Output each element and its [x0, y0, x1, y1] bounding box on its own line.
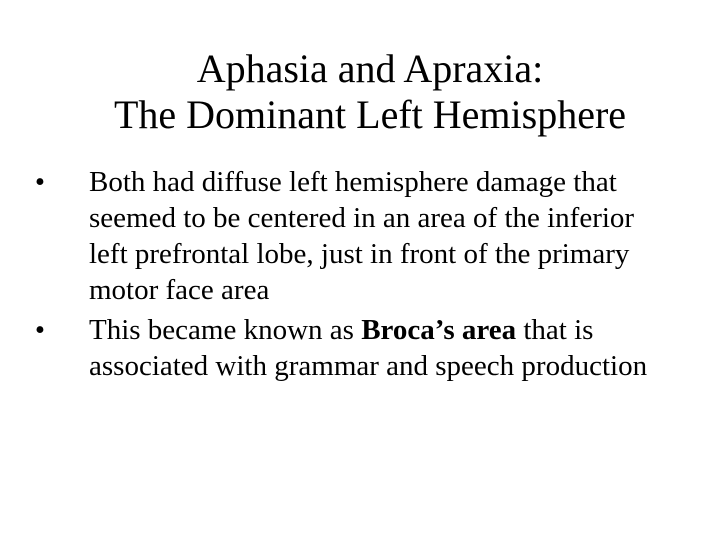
bullet-icon: • — [34, 314, 46, 346]
bullet-list — [28, 164, 678, 388]
bullet-item-1 — [28, 164, 678, 308]
title-line-2: The Dominant Left Hemisphere — [113, 92, 627, 137]
slide-title — [40, 46, 700, 138]
bullet-text — [89, 314, 647, 382]
bullet-text: Both had diffuse left hemisphere damage that seemed to be centered in an area of the inferior left prefrontal lobe, just in front of the primary motor face area — [89, 166, 635, 306]
bullet-text-bold-term: Broca’s area — [361, 314, 517, 346]
bullet-text-before: This became known as — [89, 314, 362, 346]
bullet-item-2 — [28, 312, 678, 384]
bullet-text-after: that is associated with grammar and speech production — [89, 314, 648, 382]
title-line-1: Aphasia and Apraxia: — [196, 46, 544, 91]
bullet-icon: • — [34, 166, 46, 198]
